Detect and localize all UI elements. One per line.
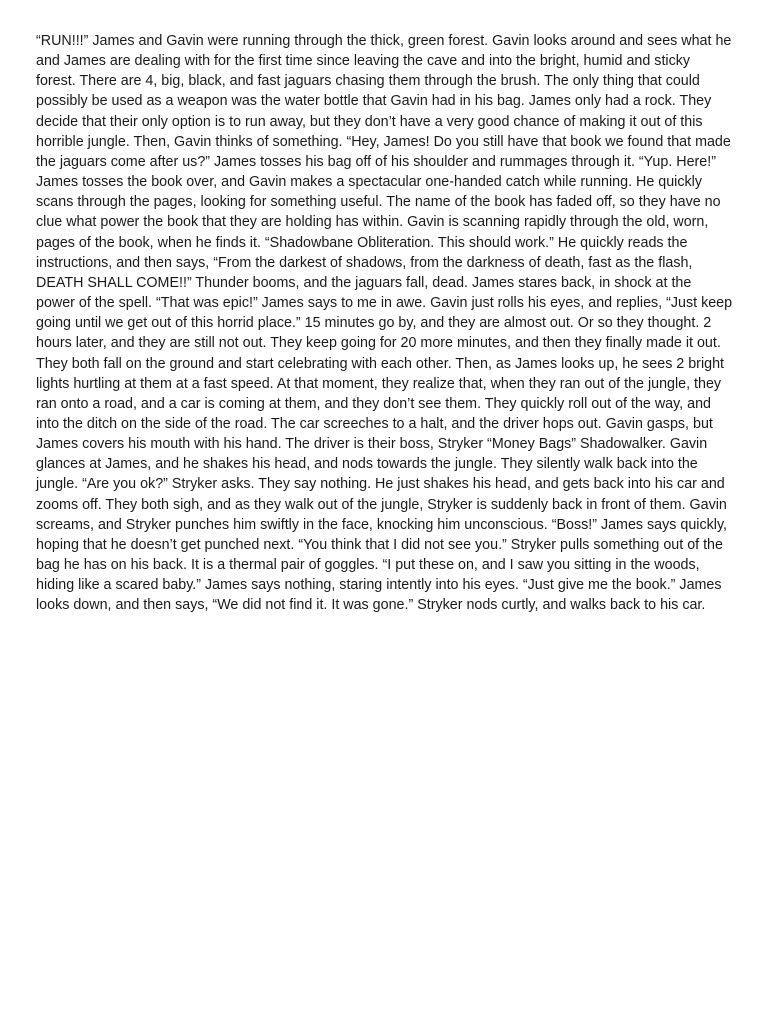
- story-paragraph: “RUN!!!” James and Gavin were running through the thick, green forest. Gavin looks around and sees what he and James are dealing with for the first time since leaving the cave and into the bright, humid and sticky forest. There are 4, big, black, and fast jaguars chasing them through the brush. The only thing that could possibly be used as a weapon was the water bottle that Gavin had in his bag. James only had a rock. They decide that their only option is to run away, but they don’t have a very good chance of making it out of this horrible jungle. Then, Gavin thinks of something. “Hey, James! Do you still have that book we found that made the jaguars come after us?” James tosses his bag off of his shoulder and rummages through it. “Yup. Here!” James tosses the book over, and Gavin makes a spectacular one-handed catch while running. He quickly scans through the pages, looking for something useful. The name of the book has faded off, so they have no clue what power the book that they are holding has within. Gavin is scanning rapidly through the old, worn, pages of the book, when he finds it. “Shadowbane Obliteration. This should work.” He quickly reads the instructions, and then says, “From the darkest of shadows, from the darkness of death, fast as the flash, DEATH SHALL COME!!” Thunder booms, and the jaguars fall, dead. James stares back, in shock at the power of the spell. “That was epic!” James says to me in awe. Gavin just rolls his eyes, and replies, “Just keep going until we get out of this horrid place.” 15 minutes go by, and they are almost out. Or so they thought. 2 hours later, and they are still not out. They keep going for 20 more minutes, and then they finally made it out. They both fall on the ground and start celebrating with each other. Then, as James looks up, he sees 2 bright lights hurtling at them at a fast speed. At that moment, they realize that, when they ran out of the jungle, they ran onto a road, and a car is coming at them, and they don’t see them. They quickly roll out of the way, and into the ditch on the side of the road. The car screeches to a halt, and the driver hops out. Gavin gasps, but James covers his mouth with his hand. The driver is their boss, Stryker “Money Bags” Shadowalker. Gavin glances at James, and he shakes his head, and nods towards the jungle. They silently walk back into the jungle. “Are you ok?” Stryker asks. They say nothing. He just shakes his head, and gets back into his car and zooms off. They both sigh, and as they walk out of the jungle, Stryker is suddenly back in front of them. Gavin screams, and Stryker punches him swiftly in the face, knocking him unconscious. “Boss!” James says quickly, hoping that he doesn’t get punched next. “You think that I did not see you.” Stryker pulls something out of the bag he has on his back. It is a thermal pair of goggles. “I put these on, and I saw you sitting in the woods, hiding like a scared baby.” James says nothing, staring intently into his eyes. “Just give me the book.” James looks down, and then says, “We did not find it. It was gone.” Stryker nods curtly, and walks back to his car.: [36, 33, 733, 614]
